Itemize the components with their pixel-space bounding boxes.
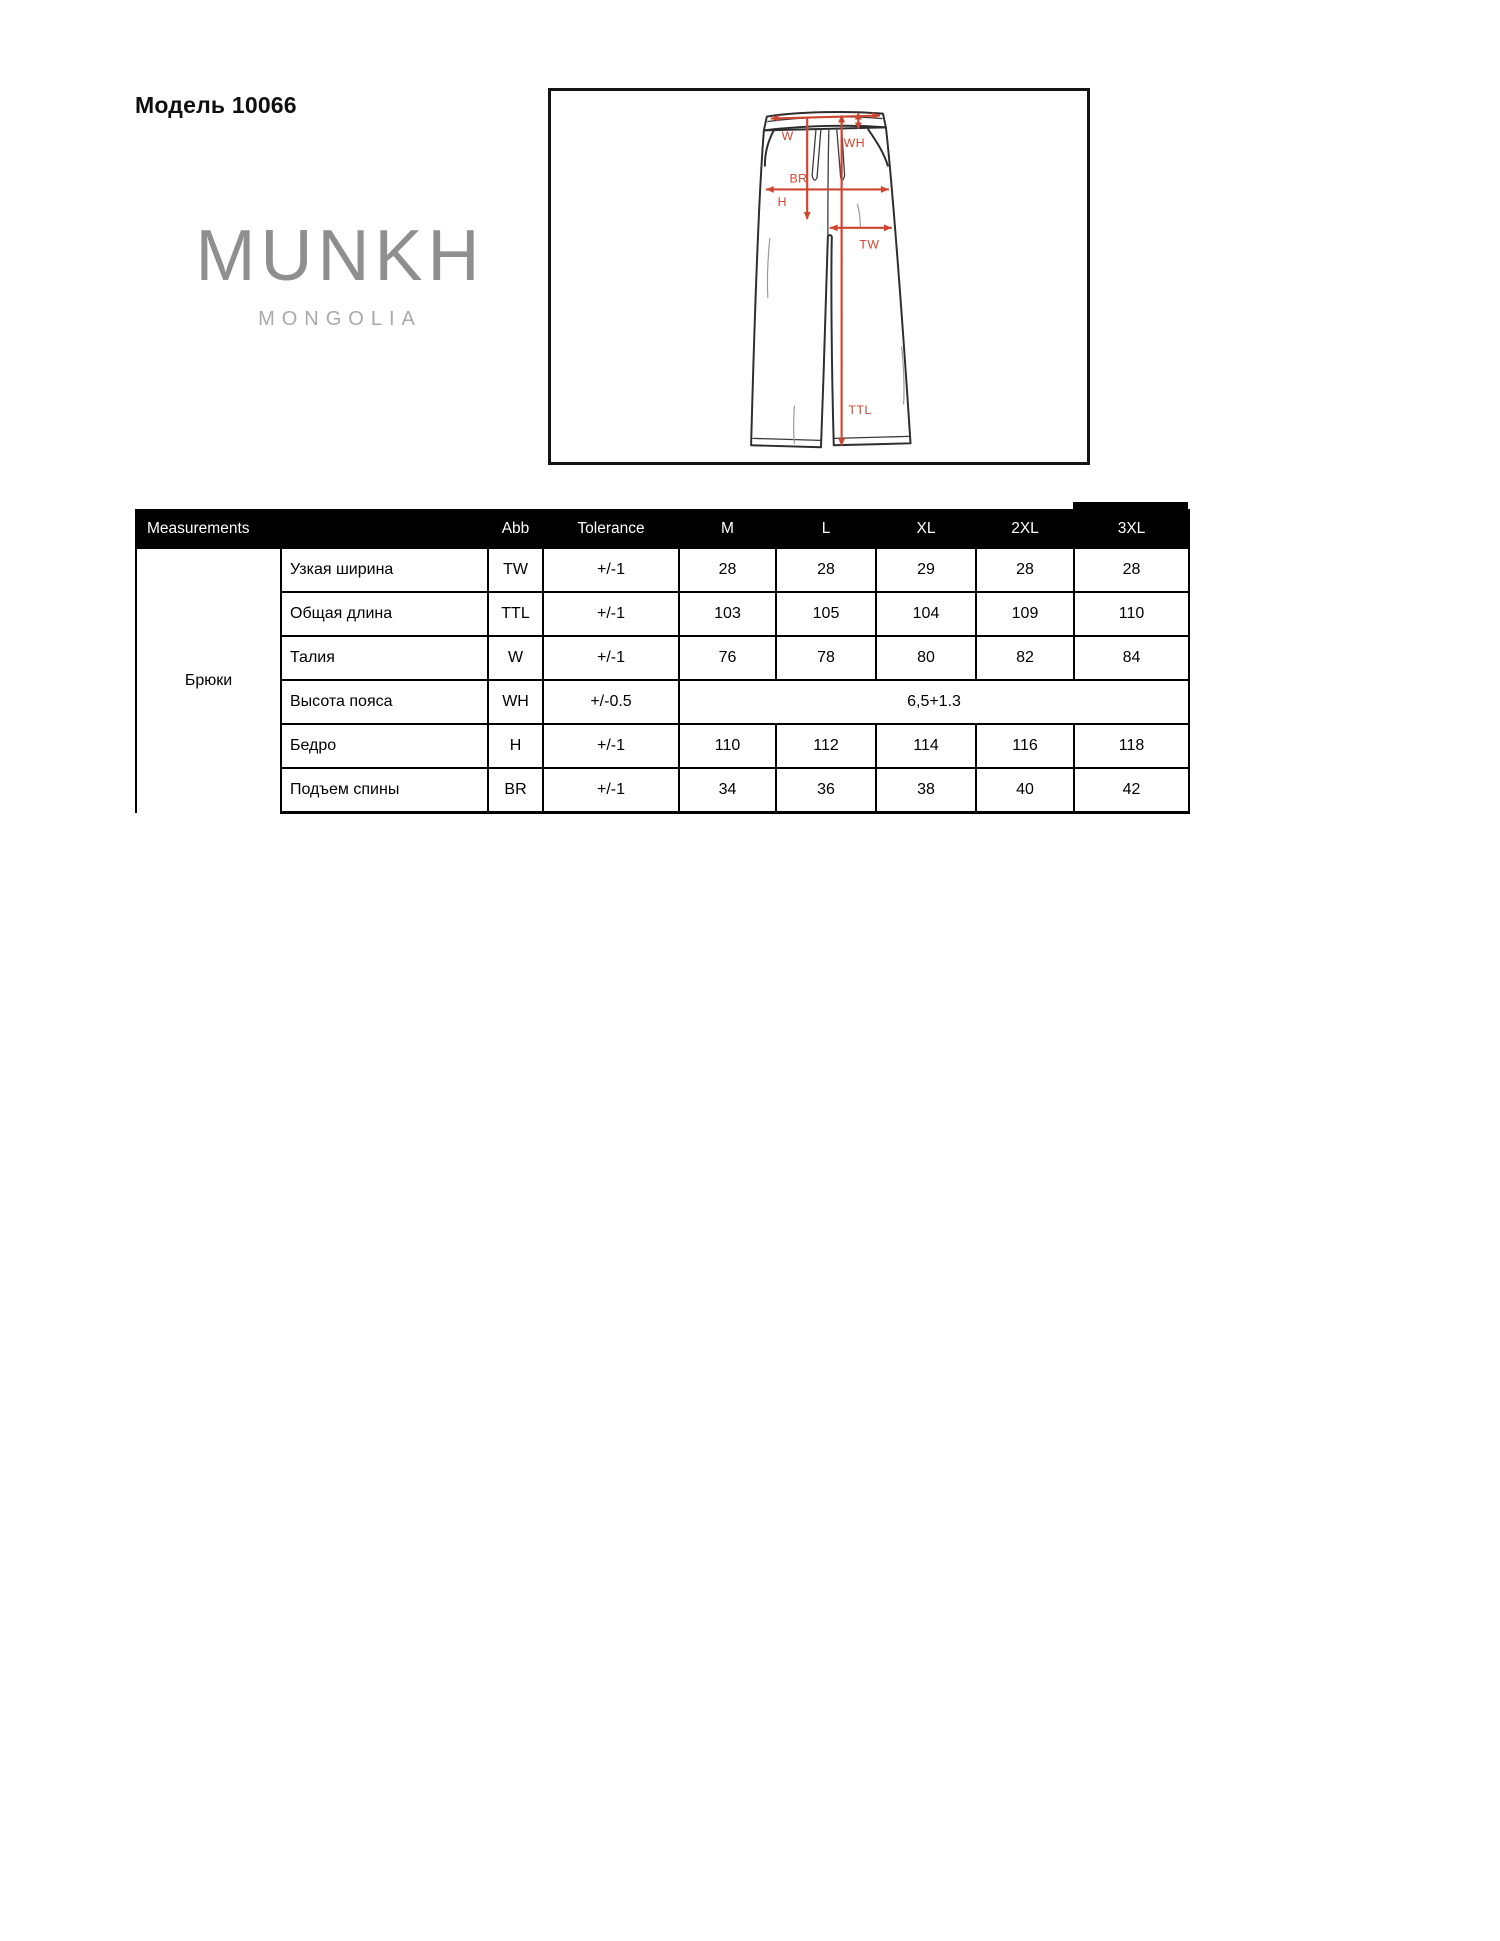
size-value-cell: 28	[679, 548, 776, 592]
header-row	[136, 510, 1189, 548]
tolerance-cell: +/-0.5	[543, 680, 679, 724]
abbreviation-cell: H	[488, 724, 543, 768]
label-back-rise: BR	[789, 171, 808, 186]
table-row	[136, 548, 1189, 592]
size-value-cell: 110	[1074, 592, 1189, 636]
label-hip: H	[777, 195, 788, 210]
size-value-cell: 78	[776, 636, 876, 680]
abbreviation-cell: TW	[488, 548, 543, 592]
size-value-cell: 28	[976, 548, 1074, 592]
size-value-cell: 118	[1074, 724, 1189, 768]
size-value-cell: 103	[679, 592, 776, 636]
size-value-cell: 34	[679, 768, 776, 813]
tolerance-cell: +/-1	[543, 636, 679, 680]
size-value-cell: 110	[679, 724, 776, 768]
label-thigh-width: TW	[859, 237, 880, 252]
page-title: Модель 10066	[135, 92, 297, 118]
size-value-cell: 80	[876, 636, 976, 680]
size-table	[135, 509, 1190, 814]
table-row	[136, 592, 1189, 636]
size-value-cell: 84	[1074, 636, 1189, 680]
column-header-2xl: 2XL	[976, 510, 1074, 548]
column-header-tolerance: Tolerance	[543, 510, 679, 548]
size-value-cell: 82	[976, 636, 1074, 680]
measurement-name-cell: Подъем спины	[281, 768, 488, 813]
tolerance-cell: +/-1	[543, 768, 679, 813]
size-value-cell: 29	[876, 548, 976, 592]
size-value-cell: 116	[976, 724, 1074, 768]
tolerance-cell: +/-1	[543, 592, 679, 636]
brand-name: MUNKH	[195, 216, 485, 296]
label-waist: W	[781, 129, 794, 144]
table-row	[136, 636, 1189, 680]
size-value-cell: 109	[976, 592, 1074, 636]
size-value-cell: 76	[679, 636, 776, 680]
column-header-l: L	[776, 510, 876, 548]
measurement-name-cell: Бедро	[281, 724, 488, 768]
size-value-cell: 36	[776, 768, 876, 813]
label-total-length: TTL	[848, 402, 872, 417]
size-value-cell: 28	[1074, 548, 1189, 592]
abbreviation-cell: WH	[488, 680, 543, 724]
measurement-name-cell: Талия	[281, 636, 488, 680]
table-row	[136, 680, 1189, 724]
column-header-measurements: Measurements	[136, 510, 488, 548]
label-waistband-height: WH	[843, 136, 866, 151]
table-row	[136, 768, 1189, 813]
size-value-cell: 42	[1074, 768, 1189, 813]
column-header-abb: Abb	[488, 510, 543, 548]
size-value-cell: 104	[876, 592, 976, 636]
size-value-cell: 28	[776, 548, 876, 592]
size-value-cell: 112	[776, 724, 876, 768]
abbreviation-cell: TTL	[488, 592, 543, 636]
measurement-name-cell: Узкая ширина	[281, 548, 488, 592]
header-cap-3xl	[1073, 502, 1188, 512]
measurement-name-cell: Высота пояса	[281, 680, 488, 724]
pants-measurement-diagram	[548, 88, 1090, 465]
tolerance-cell: +/-1	[543, 724, 679, 768]
abbreviation-cell: W	[488, 636, 543, 680]
size-value-cell: 105	[776, 592, 876, 636]
brand-subtitle: MONGOLIA	[258, 308, 422, 330]
size-value-cell: 40	[976, 768, 1074, 813]
pants-drawing	[551, 91, 1087, 462]
table-row	[136, 724, 1189, 768]
abbreviation-cell: BR	[488, 768, 543, 813]
group-cell-border-extension	[135, 797, 137, 806]
column-header-3xl: 3XL	[1074, 510, 1189, 548]
group-cell: Брюки	[136, 548, 281, 813]
column-header-m: M	[679, 510, 776, 548]
merged-value-cell: 6,5+1.3	[679, 680, 1189, 724]
tolerance-cell: +/-1	[543, 548, 679, 592]
measurement-name-cell: Общая длина	[281, 592, 488, 636]
size-value-cell: 38	[876, 768, 976, 813]
brand-logo	[175, 216, 505, 331]
size-table-container	[135, 509, 1190, 814]
column-header-xl: XL	[876, 510, 976, 548]
size-value-cell: 114	[876, 724, 976, 768]
